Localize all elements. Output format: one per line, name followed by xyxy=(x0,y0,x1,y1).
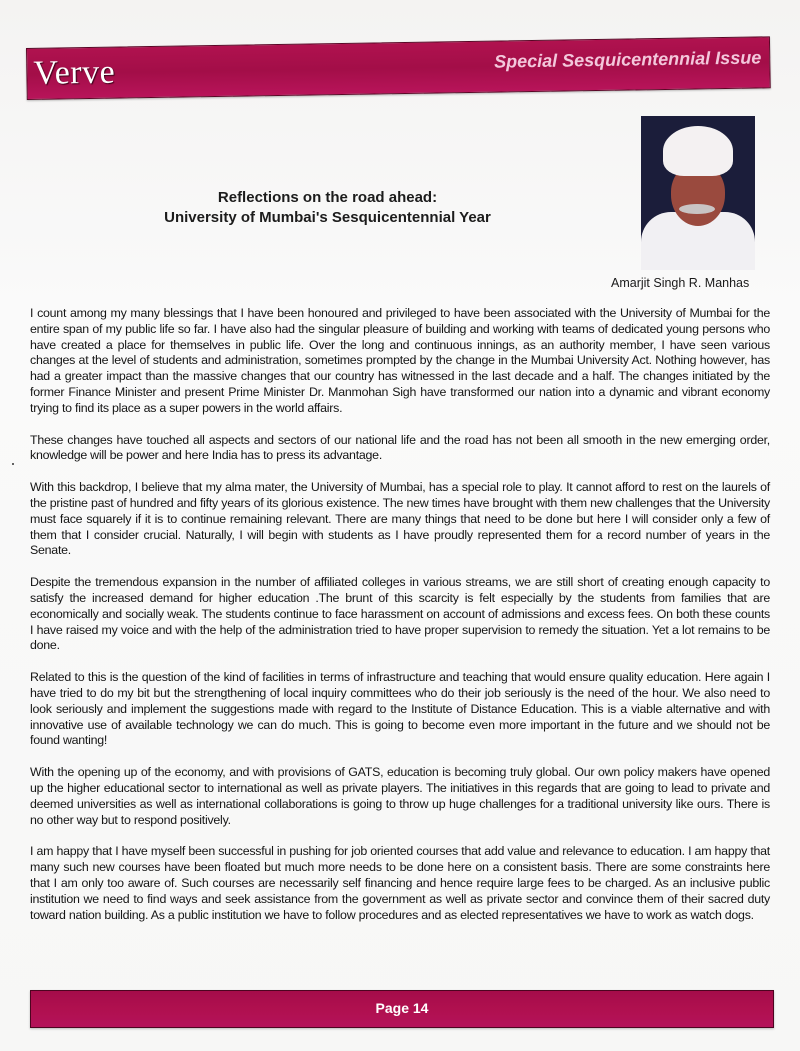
paragraph: I count among my many blessings that I have been honoured and privileged to have been associated with the University of Mumbai for the entire span of my public life so far. I have also had the singular pleasure of building and working with teams of dedicated young persons who have created a place for themselves in public life. Over the long and continuous innings, as an authority member, I have seen various changes at the level of students and administration, sometimes prompted by the change in the Mumbai University Act. Nothing however, has had a greater impact than the massive changes that our country has witnessed in the last decade and a half. The changes initiated by the former Finance Minister and present Prime Minister Dr. Manmohan Sigh have transformed our nation into a dynamic and vibrant economy trying to find its place as a super powers in the world affairs. xyxy=(30,306,770,415)
header-banner xyxy=(26,36,771,100)
photo-turban xyxy=(663,126,733,176)
author-name: Amarjit Singh R. Manhas xyxy=(611,276,750,290)
margin-mark xyxy=(12,463,14,465)
page-number: Page 14 xyxy=(375,1000,429,1016)
paragraph: With this backdrop, I believe that my alma mater, the University of Mumbai, has a special role to play. It cannot afford to rest on the laurels of the pristine past of hundred and fifty years of its glorious existence. The new times have brought with them new challenges that the University must face squarely if it is to continue remaining relevant. There are many things that need to be done but here I will consider only a few of them that I consider crucial. Naturally, I will begin with students as I have proudly represented them for a record number of years in the Senate. xyxy=(30,480,770,558)
paragraph: With the opening up of the economy, and with provisions of GATS, education is becoming truly global. Our own policy makers have opened up the higher educational sector to international as well as private players. The initiatives in this regards that are going to lead to private and deemed universities as well as international collaborations is going to throw up huge challenges for a traditional university like ours. There is no other way but to respond positively. xyxy=(30,765,770,827)
paragraph: These changes have touched all aspects and sectors of our national life and the road has not been all smooth in the new emerging order, knowledge will be power and here India has to press its advantage. xyxy=(30,432,770,463)
footer-banner xyxy=(30,990,774,1028)
photo-mustache xyxy=(679,204,715,214)
title-line-2: University of Mumbai's Sesquicentennial Year xyxy=(164,209,491,226)
paragraph: Related to this is the question of the kind of facilities in terms of infrastructure and teaching that would ensure quality education. Here again I have tried to do my bit but the strengthening of local inquiry committees who do their job seriously is the need of the hour. We also need to look seriously and implement the suggestions made with regard to the Institute of Distance Education. This is a viable alternative and with innovative use of available technology we can do much. This is going to become even more important in the future and we should not be found wanting! xyxy=(30,670,770,748)
magazine-brand: Verve xyxy=(33,53,116,92)
article-body xyxy=(30,306,770,939)
title-line-1: Reflections on the road ahead: xyxy=(217,189,438,206)
paragraph: I am happy that I have myself been successful in pushing for job oriented courses that add value and relevance to education. I am happy that many such new courses have been floated but much more needs to be done here on a consistent basis. There are some constraints here that I am only too aware of. Such courses are necessarily self financing and hence require large fees to be charged. As an inclusive public institution we need to find ways and seek assistance from the government as well as private sector and convince them of their sacred duty toward nation building. As a public institution we have to follow procedures and as elected representatives we have to work as watch dogs. xyxy=(30,844,770,922)
paragraph: Despite the tremendous expansion in the number of affiliated colleges in various streams, we are still short of creating enough capacity to satisfy the increased demand for higher education .The brunt of this scarcity is felt especially by the students from families that are economically and socially weak. The students continue to face harassment on account of admissions and excess fees. On both these counts I have raised my voice and with the help of the administration tried to have proper supervision to remedy the situation. Yet a lot remains to be done. xyxy=(30,575,770,653)
article-title xyxy=(105,188,550,228)
issue-label: Special Sesquicentennial Issue xyxy=(494,47,762,72)
author-photo xyxy=(641,116,755,270)
